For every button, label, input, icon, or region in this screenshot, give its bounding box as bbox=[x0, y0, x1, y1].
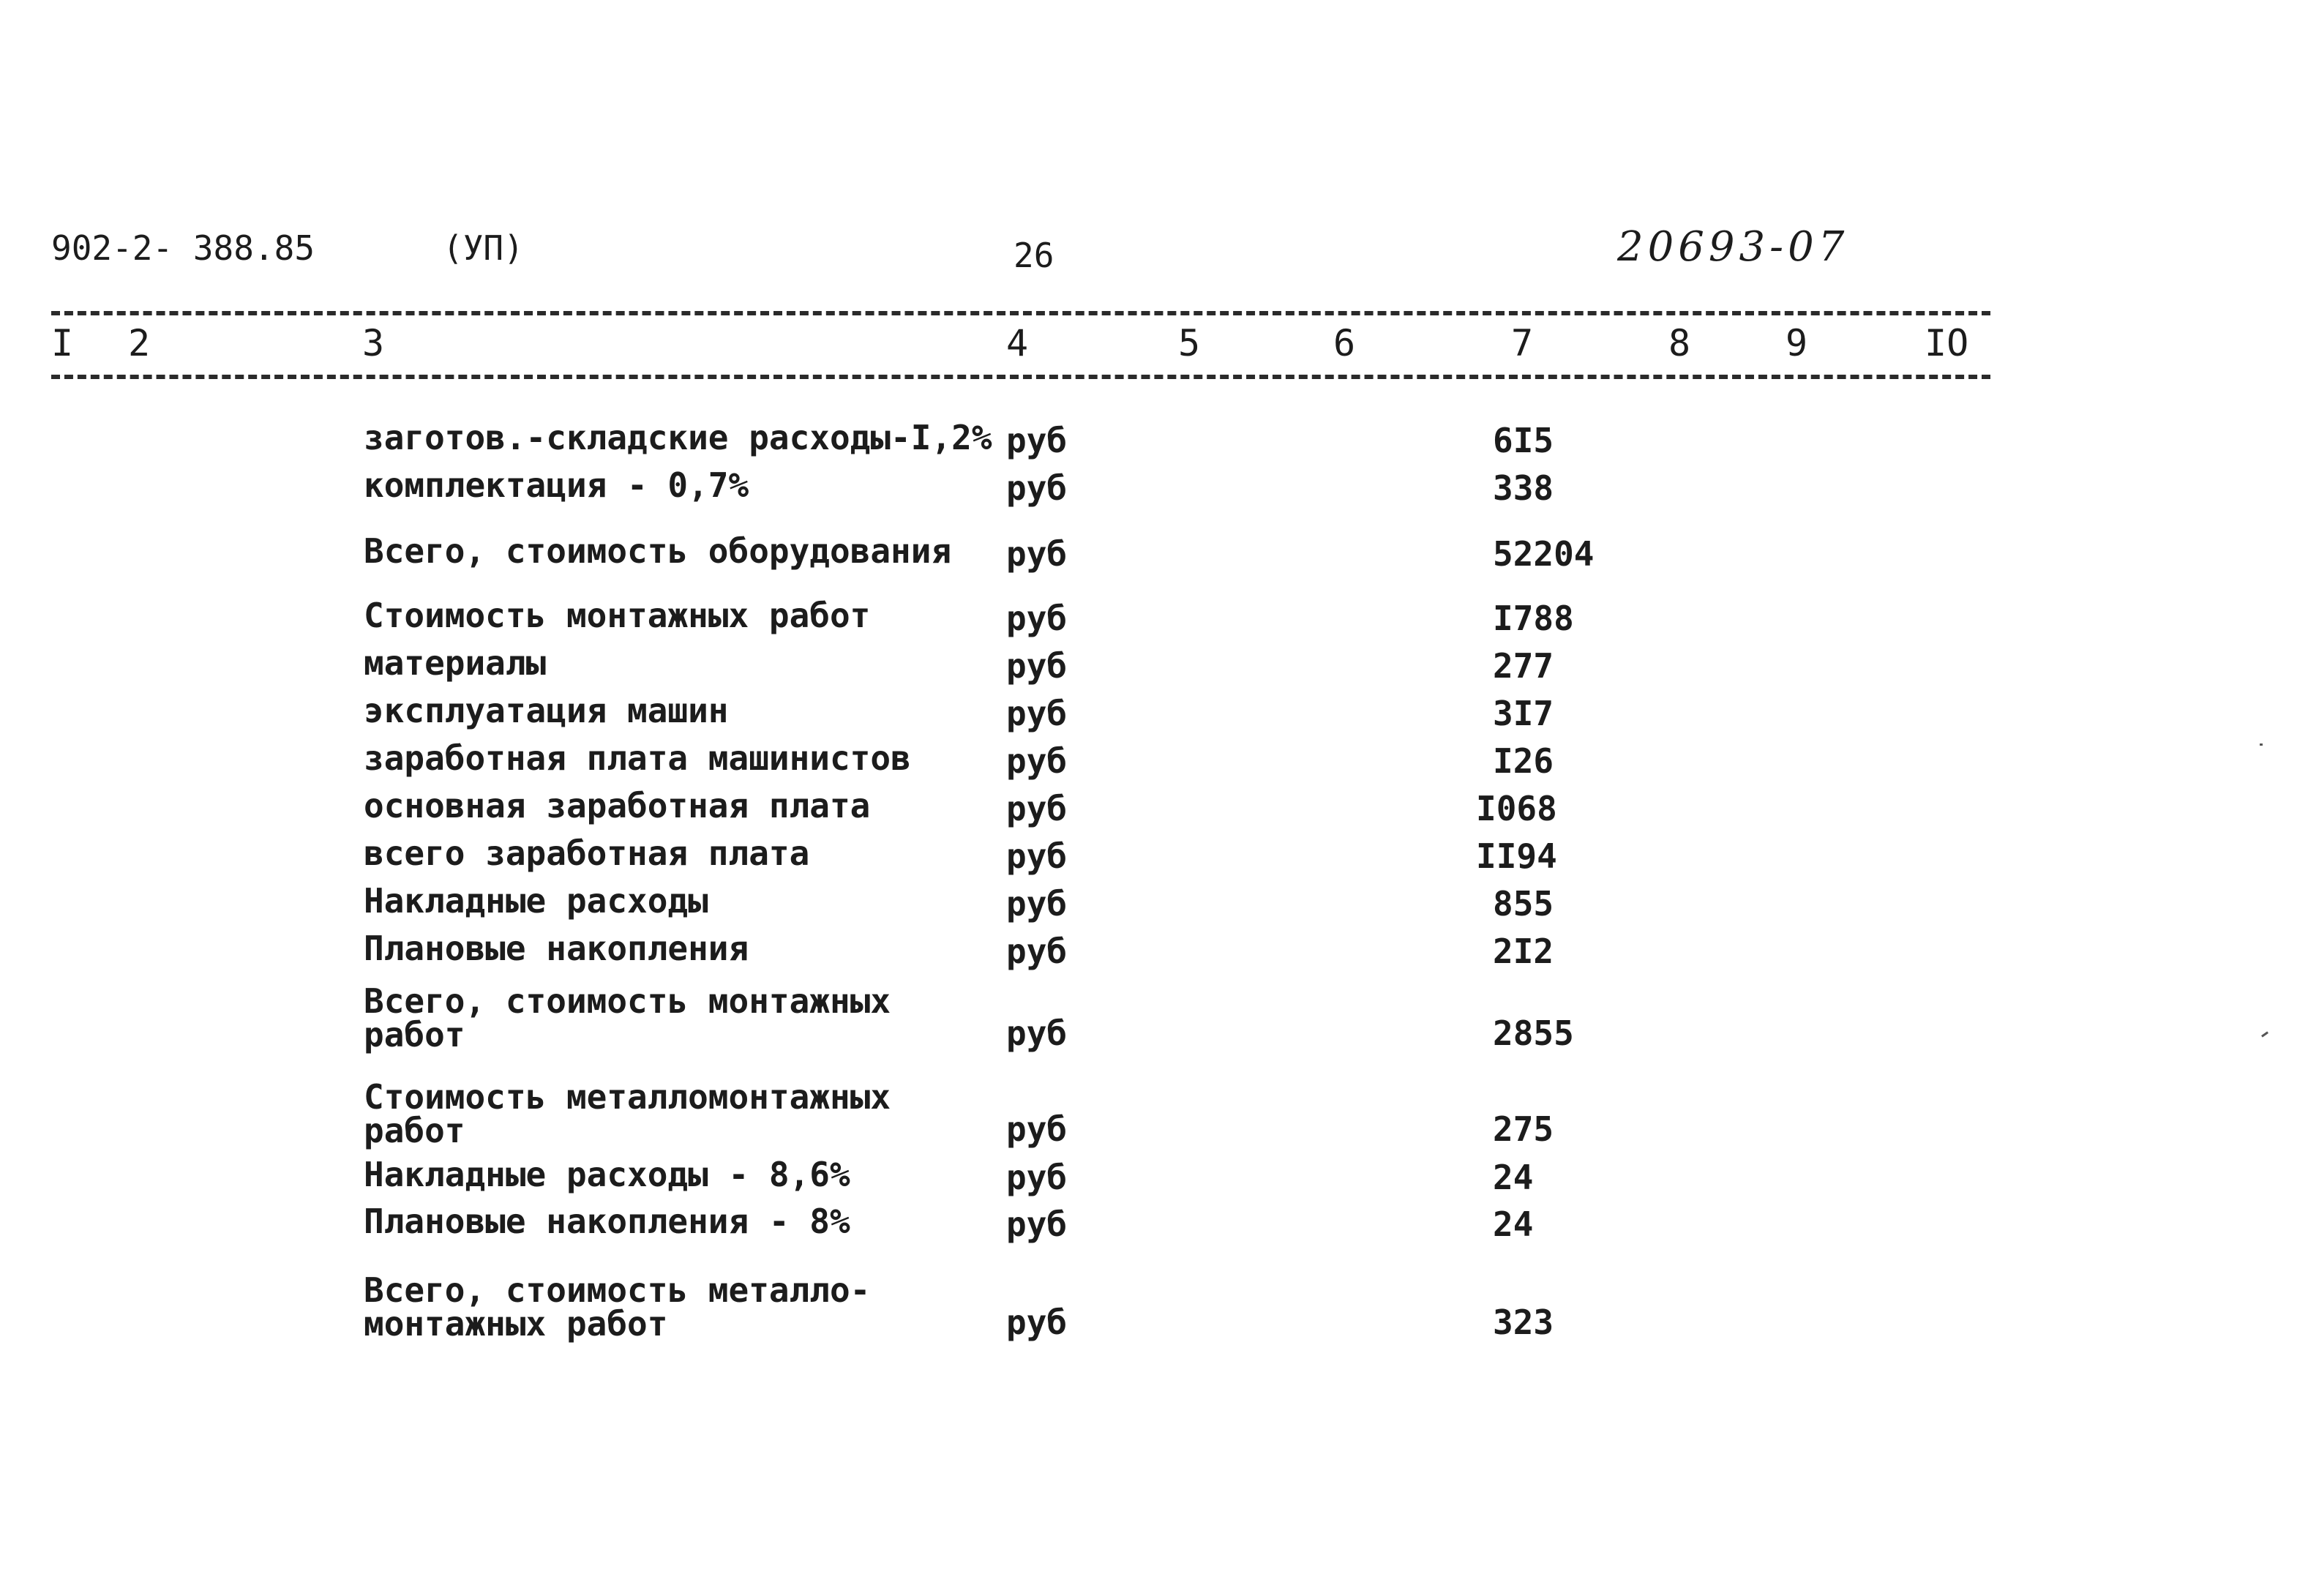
row-unit: руб bbox=[1006, 468, 1068, 508]
row-value: 52204 bbox=[1493, 534, 1595, 574]
row-unit: руб bbox=[1006, 836, 1068, 876]
row-value: I068 bbox=[1476, 789, 1557, 828]
row-value: I788 bbox=[1493, 599, 1574, 638]
row-unit: руб bbox=[1006, 599, 1068, 638]
scan-speck bbox=[2260, 743, 2263, 746]
column-header-8: 8 bbox=[1668, 322, 1691, 364]
row-value: 2I2 bbox=[1493, 932, 1554, 971]
row-description: Плановые накопления - 8% bbox=[364, 1202, 850, 1241]
row-value: 323 bbox=[1493, 1303, 1554, 1342]
row-value: 2855 bbox=[1493, 1014, 1574, 1053]
bottom-dashed-rule bbox=[51, 375, 1990, 379]
row-unit: руб bbox=[1006, 534, 1068, 574]
document-code: 902-2- 388.85 bbox=[51, 228, 315, 268]
top-dashed-rule bbox=[51, 311, 1990, 315]
column-header-9: 9 bbox=[1786, 322, 1808, 364]
row-unit: руб bbox=[1006, 1303, 1068, 1342]
row-unit: руб bbox=[1006, 1014, 1068, 1053]
column-header-7: 7 bbox=[1511, 322, 1534, 364]
row-unit: руб bbox=[1006, 741, 1068, 781]
section-number: (УП) bbox=[443, 228, 524, 268]
row-description: Стоимость монтажных работ bbox=[364, 596, 871, 635]
row-description: Всего, стоимость монтажных работ bbox=[364, 981, 891, 1054]
column-header-2: 2 bbox=[128, 322, 151, 364]
row-value: 338 bbox=[1493, 468, 1554, 508]
row-unit: руб bbox=[1006, 1205, 1068, 1244]
row-description: основная заработная плата bbox=[364, 786, 871, 825]
column-header-3: 3 bbox=[362, 322, 385, 364]
row-unit: руб bbox=[1006, 1158, 1068, 1197]
row-description: материалы bbox=[364, 643, 547, 683]
row-value: 275 bbox=[1493, 1109, 1554, 1149]
row-unit: руб bbox=[1006, 646, 1068, 686]
row-description: заготов.-складские расходы-I,2% bbox=[364, 418, 992, 457]
column-header-5: 5 bbox=[1178, 322, 1201, 364]
row-value: 24 bbox=[1493, 1205, 1534, 1244]
scan-speck bbox=[2261, 1031, 2268, 1037]
row-value: 24 bbox=[1493, 1158, 1534, 1197]
row-unit: руб bbox=[1006, 884, 1068, 923]
row-description: заработная плата машинистов bbox=[364, 738, 911, 778]
row-value: 855 bbox=[1493, 884, 1554, 923]
column-header-1: I bbox=[51, 322, 74, 364]
row-description: Стоимость металломонтажных работ bbox=[364, 1077, 891, 1150]
row-value: I26 bbox=[1493, 741, 1554, 781]
row-unit: руб bbox=[1006, 694, 1068, 733]
row-description: Всего, стоимость оборудования bbox=[364, 531, 952, 571]
row-value: II94 bbox=[1476, 836, 1557, 876]
row-description: комплектация - 0,7% bbox=[364, 465, 749, 505]
column-header-6: 6 bbox=[1333, 322, 1356, 364]
handwritten-number: 20693-07 bbox=[1617, 223, 1849, 271]
row-unit: руб bbox=[1006, 932, 1068, 971]
column-header-4: 4 bbox=[1006, 322, 1029, 364]
row-description: всего заработная плата bbox=[364, 833, 810, 873]
page-number: 26 bbox=[1014, 236, 1054, 275]
row-description: Плановые накопления bbox=[364, 929, 749, 968]
row-description: Накладные расходы bbox=[364, 881, 708, 921]
row-description: эксплуатация машин bbox=[364, 691, 729, 730]
row-value: 6I5 bbox=[1493, 421, 1554, 460]
row-unit: руб bbox=[1006, 789, 1068, 828]
row-value: 277 bbox=[1493, 646, 1554, 686]
row-description: Всего, стоимость металло- монтажных работ bbox=[364, 1270, 871, 1344]
row-value: 3I7 bbox=[1493, 694, 1554, 733]
row-unit: руб bbox=[1006, 421, 1068, 460]
row-description: Накладные расходы - 8,6% bbox=[364, 1155, 850, 1194]
column-header-10: IO bbox=[1925, 322, 1969, 364]
row-unit: руб bbox=[1006, 1109, 1068, 1149]
